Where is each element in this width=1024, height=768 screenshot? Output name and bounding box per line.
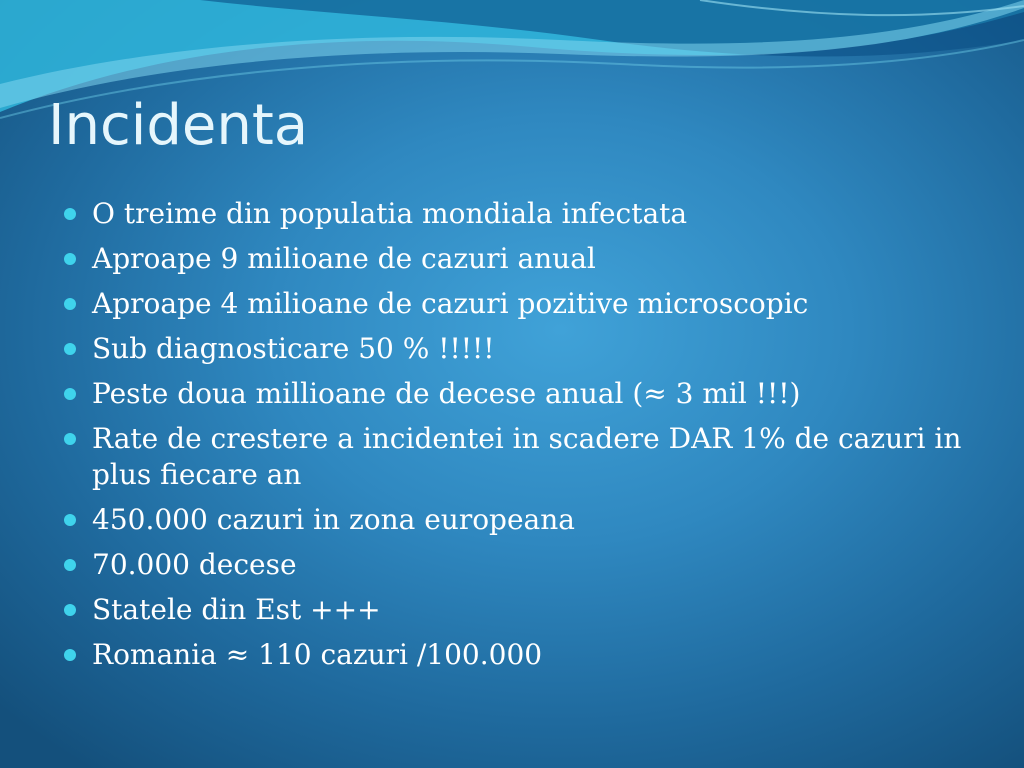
bullet-item [64,241,974,277]
bullet-dot-icon [64,208,76,220]
bullet-item [64,331,974,367]
bullet-text: Statele din Est +++ [92,593,381,626]
bullet-dot-icon [64,514,76,526]
bullet-text: Rate de crestere a incidentei in scadere DAR 1% de cazuri in plus fiecare an [92,422,962,491]
bullet-text: Aproape 9 milioane de cazuri anual [92,242,596,275]
bullet-item [64,502,974,538]
bullet-text: Peste doua millioane de decese anual (≈ 3 mil !!!) [92,377,801,410]
bullet-dot-icon [64,649,76,661]
bullet-dot-icon [64,604,76,616]
bullet-item [64,547,974,583]
bullet-dot-icon [64,298,76,310]
slide-title: Incidenta [48,93,309,158]
bullet-dot-icon [64,343,76,355]
bullet-item [64,421,974,493]
bullet-item [64,286,974,322]
bullet-text: Romania ≈ 110 cazuri /100.000 [92,638,543,671]
bullet-dot-icon [64,253,76,265]
bullet-item [64,196,974,232]
bullet-list [64,196,974,682]
bullet-text: 70.000 decese [92,548,297,581]
bullet-text: O treime din populatia mondiala infectata [92,197,688,230]
bullet-dot-icon [64,388,76,400]
bullet-dot-icon [64,559,76,571]
bullet-text: Sub diagnosticare 50 % !!!!! [92,332,495,365]
bullet-text: Aproape 4 milioane de cazuri pozitive microscopic [92,287,809,320]
bullet-item [64,637,974,673]
bullet-item [64,592,974,628]
bullet-text: 450.000 cazuri in zona europeana [92,503,575,536]
bullet-item [64,376,974,412]
bullet-dot-icon [64,433,76,445]
